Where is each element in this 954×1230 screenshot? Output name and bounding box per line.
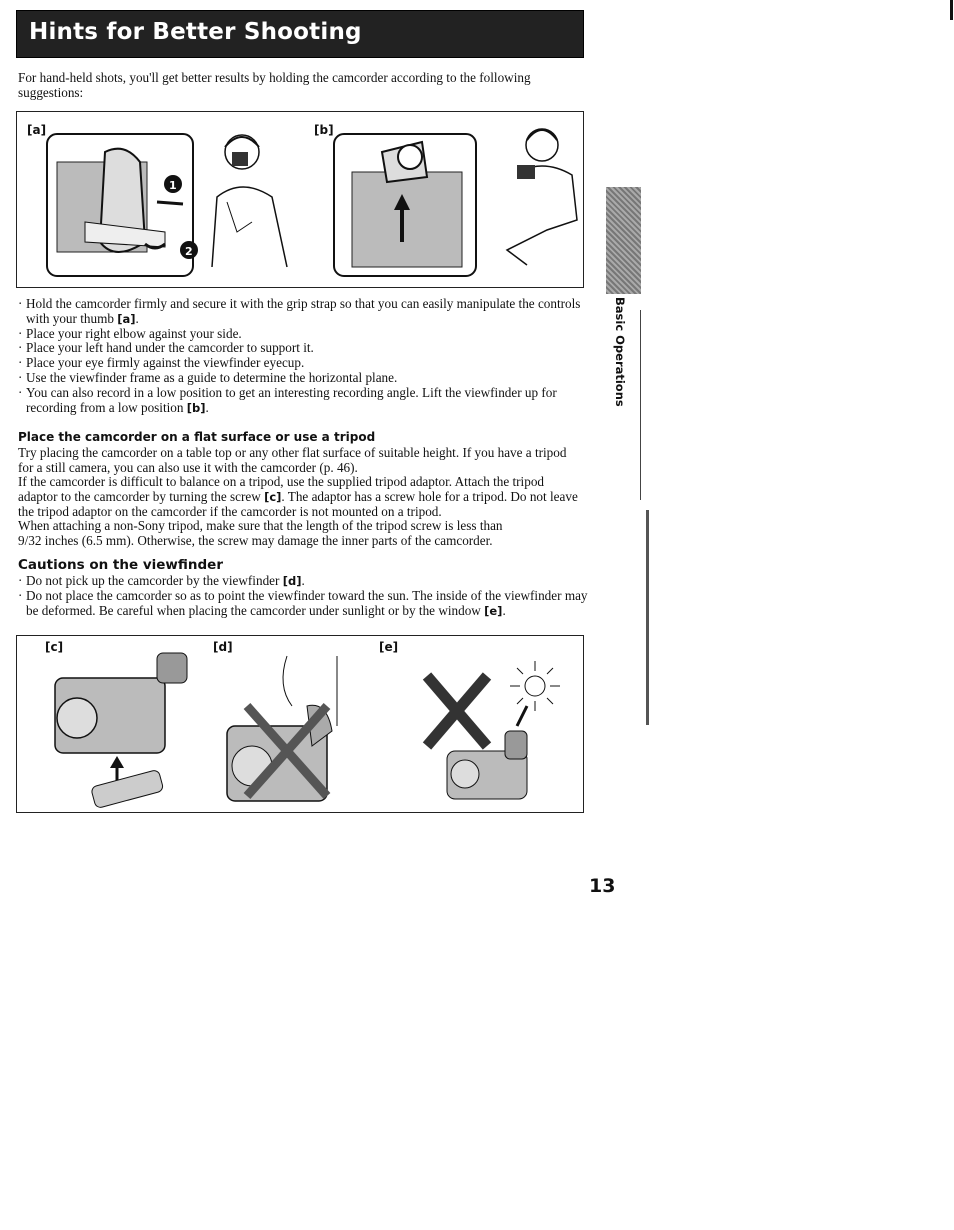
- figure-label-c: [c]: [45, 640, 64, 654]
- sun-warning-illustration: [417, 646, 587, 811]
- holding-tips-list: [18, 297, 584, 415]
- section-tab-label: Basic Operations: [613, 297, 627, 407]
- list-item: · Hold the camcorder firmly and secure it with the grip strap so that you can easily manipulate the controls with your thumb [a].: [18, 297, 584, 327]
- margin-rule-thick: [646, 510, 649, 725]
- list-item: · Do not place the camcorder so as to point the viewfinder toward the sun. The inside of the viewfinder may be deformed. Be careful when placing the camcorder under sunlight or by the window [e].: [18, 589, 588, 619]
- figure-holding: [16, 111, 584, 288]
- tripod-paragraph-2: If the camcorder is difficult to balance on a tripod, use the supplied tripod adaptor. Attach the tripod adaptor to the camcorder by turning the screw [c]. The adaptor has a screw hole for a tripod. Do not leave the tripod adaptor on the camcorder if the camcorder is not mounted on a tripod.: [18, 474, 578, 519]
- list-item: · Place your right elbow against your side.: [18, 327, 584, 342]
- page-number: 13: [589, 875, 616, 897]
- tripod-adaptor-illustration: [47, 648, 197, 808]
- figure-label-d: [d]: [213, 640, 233, 654]
- figure-label-b: [b]: [314, 123, 334, 137]
- person-crouching-illustration: [487, 120, 587, 270]
- list-item: · Do not pick up the camcorder by the viewfinder [d].: [18, 574, 588, 589]
- list-item: · Place your eye firmly against the viewfinder eyecup.: [18, 356, 584, 371]
- list-item: · You can also record in a low position to get an interesting recording angle. Lift the viewfinder up for recording from a low position [b].: [18, 386, 584, 416]
- list-item: · Place your left hand under the camcorder to support it.: [18, 341, 584, 356]
- cautions-heading: Cautions on the viewfinder: [18, 557, 223, 573]
- low-position-illustration: [332, 132, 482, 282]
- svg-text:2: 2: [185, 245, 193, 258]
- svg-text:1: 1: [169, 179, 177, 192]
- tripod-paragraph-3: When attaching a non-Sony tripod, make sure that the length of the tripod screw is less than 9/32 inches (6.5 mm). Otherwise, the screw may damage the inner parts of the camcorder.: [18, 518, 503, 548]
- page-title: Hints for Better Shooting: [29, 19, 362, 45]
- person-standing-illustration: [197, 122, 297, 272]
- section-tab: [606, 187, 641, 294]
- figure-cautions: [16, 635, 584, 813]
- page-title-bar: [16, 10, 584, 58]
- figure-label-a: [a]: [27, 123, 47, 137]
- edge-mark: [950, 0, 953, 20]
- grip-illustration: [45, 132, 215, 282]
- tripod-paragraph-1: Try placing the camcorder on a table top or any other flat surface of suitable height. If you have a tripod for a still camera, you can also use it with the camcorder (p. 46).: [18, 445, 567, 475]
- cautions-list: [18, 574, 588, 618]
- viewfinder-lift-illustration: [217, 646, 367, 811]
- list-item: · Use the viewfinder frame as a guide to determine the horizontal plane.: [18, 371, 584, 386]
- margin-rule: [640, 310, 641, 500]
- tripod-heading: Place the camcorder on a flat surface or use a tripod: [18, 430, 376, 444]
- figure-label-e: [e]: [379, 640, 399, 654]
- intro-paragraph: For hand-held shots, you'll get better results by holding the camcorder according to the following suggestions:: [18, 70, 531, 100]
